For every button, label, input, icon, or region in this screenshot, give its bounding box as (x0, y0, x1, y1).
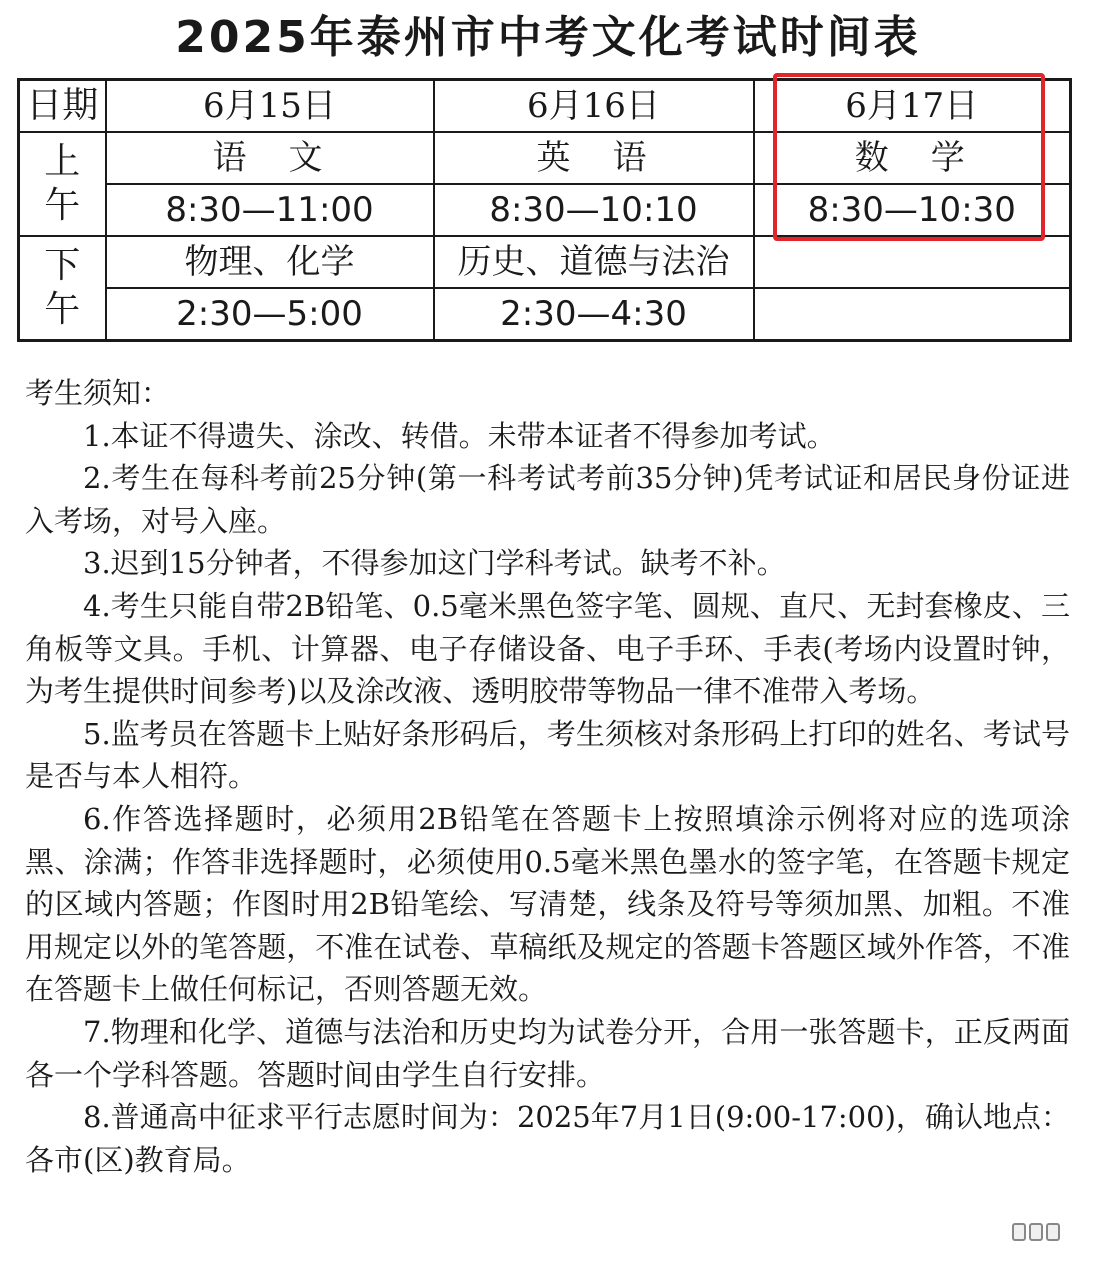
date-cell-day-3: 6月17日 (754, 80, 1071, 133)
afternoon-subject-day-2: 历史、道德与法治 (434, 236, 754, 288)
afternoon-time-day-3 (754, 288, 1071, 341)
morning-subject-day-3: 数 学 (754, 132, 1071, 184)
morning-label-char-2: 午 (44, 185, 81, 226)
morning-subject-day-1: 语 文 (106, 132, 434, 184)
exam-notes (25, 372, 1070, 1181)
highlight-box-day-3 (773, 73, 1045, 241)
morning-time-day-3: 8:30—10:30 (754, 184, 1071, 236)
page-title: 2025年泰州市中考文化考试时间表 (175, 12, 921, 63)
morning-time-day-2: 8:30—10:10 (434, 184, 754, 236)
afternoon-time-day-2: 2:30—4:30 (434, 288, 754, 341)
afternoon-subject-row (19, 236, 1071, 288)
notes-heading: 考生须知： (25, 376, 171, 410)
morning-subject-day-2: 英 语 (434, 132, 754, 184)
morning-label-char-1: 上 (44, 141, 81, 182)
notes-item: 7.物理和化学、道德与法治和历史均为试卷分开，合用一张答题卡，正反两面各一个学科答题。答题时间由学生自行安排。 (25, 1014, 1070, 1092)
afternoon-label (19, 236, 106, 341)
morning-label (19, 132, 106, 236)
more-options-icon (1012, 1223, 1068, 1241)
morning-time-day-1: 8:30—11:00 (106, 184, 434, 236)
date-cell-day-2: 6月16日 (434, 80, 754, 133)
notes-item: 6.作答选择题时，必须用2B铅笔在答题卡上按照填涂示例将对应的选项涂黑、涂满；作答非选择题时，必须使用0.5毫米黑色墨水的签字笔，在答题卡规定的区域内答题；作图时用2B铅笔绘、写清楚，线条及符号等须加黑、加粗。不准用规定以外的笔答题，不准在试卷、草稿纸及规定的答题卡答题区域外作答，不准在答题卡上做任何标记，否则答题无效。 (25, 801, 1070, 1007)
date-cell-day-1: 6月15日 (106, 80, 434, 133)
notes-item: 5.监考员在答题卡上贴好条形码后，考生须核对条形码上打印的姓名、考试号是否与本人相符。 (25, 716, 1070, 794)
afternoon-time-row (19, 288, 1071, 341)
afternoon-label-char-1: 下 (44, 245, 81, 286)
afternoon-subject-day-1: 物理、化学 (106, 236, 434, 288)
afternoon-label-char-2: 午 (44, 289, 81, 330)
date-label: 日期 (19, 80, 106, 133)
notes-item: 4.考生只能自带2B铅笔、0.5毫米黑色签字笔、圆规、直尺、无封套橡皮、三角板等文具。手机、计算器、电子存储设备、电子手环、手表(考场内设置时钟，为考生提供时间参考)以及涂改液、透明胶带等物品一律不准带入考场。 (25, 588, 1070, 709)
notes-item: 1.本证不得遗失、涂改、转借。未带本证者不得参加考试。 (83, 418, 836, 453)
notes-item: 8.普通高中征求平行志愿时间为：2025年7月1日(9:00-17:00)，确认地点：各市(区)教育局。 (25, 1100, 1070, 1177)
afternoon-subject-day-3 (754, 236, 1071, 288)
notes-item: 2.考生在每科考前25分钟(第一科考试考前35分钟)凭考试证和居民身份证进入考场，对号入座。 (25, 461, 1070, 538)
afternoon-time-day-1: 2:30—5:00 (106, 288, 434, 341)
notes-item: 3.迟到15分钟者，不得参加这门学科考试。缺考不补。 (83, 546, 786, 581)
